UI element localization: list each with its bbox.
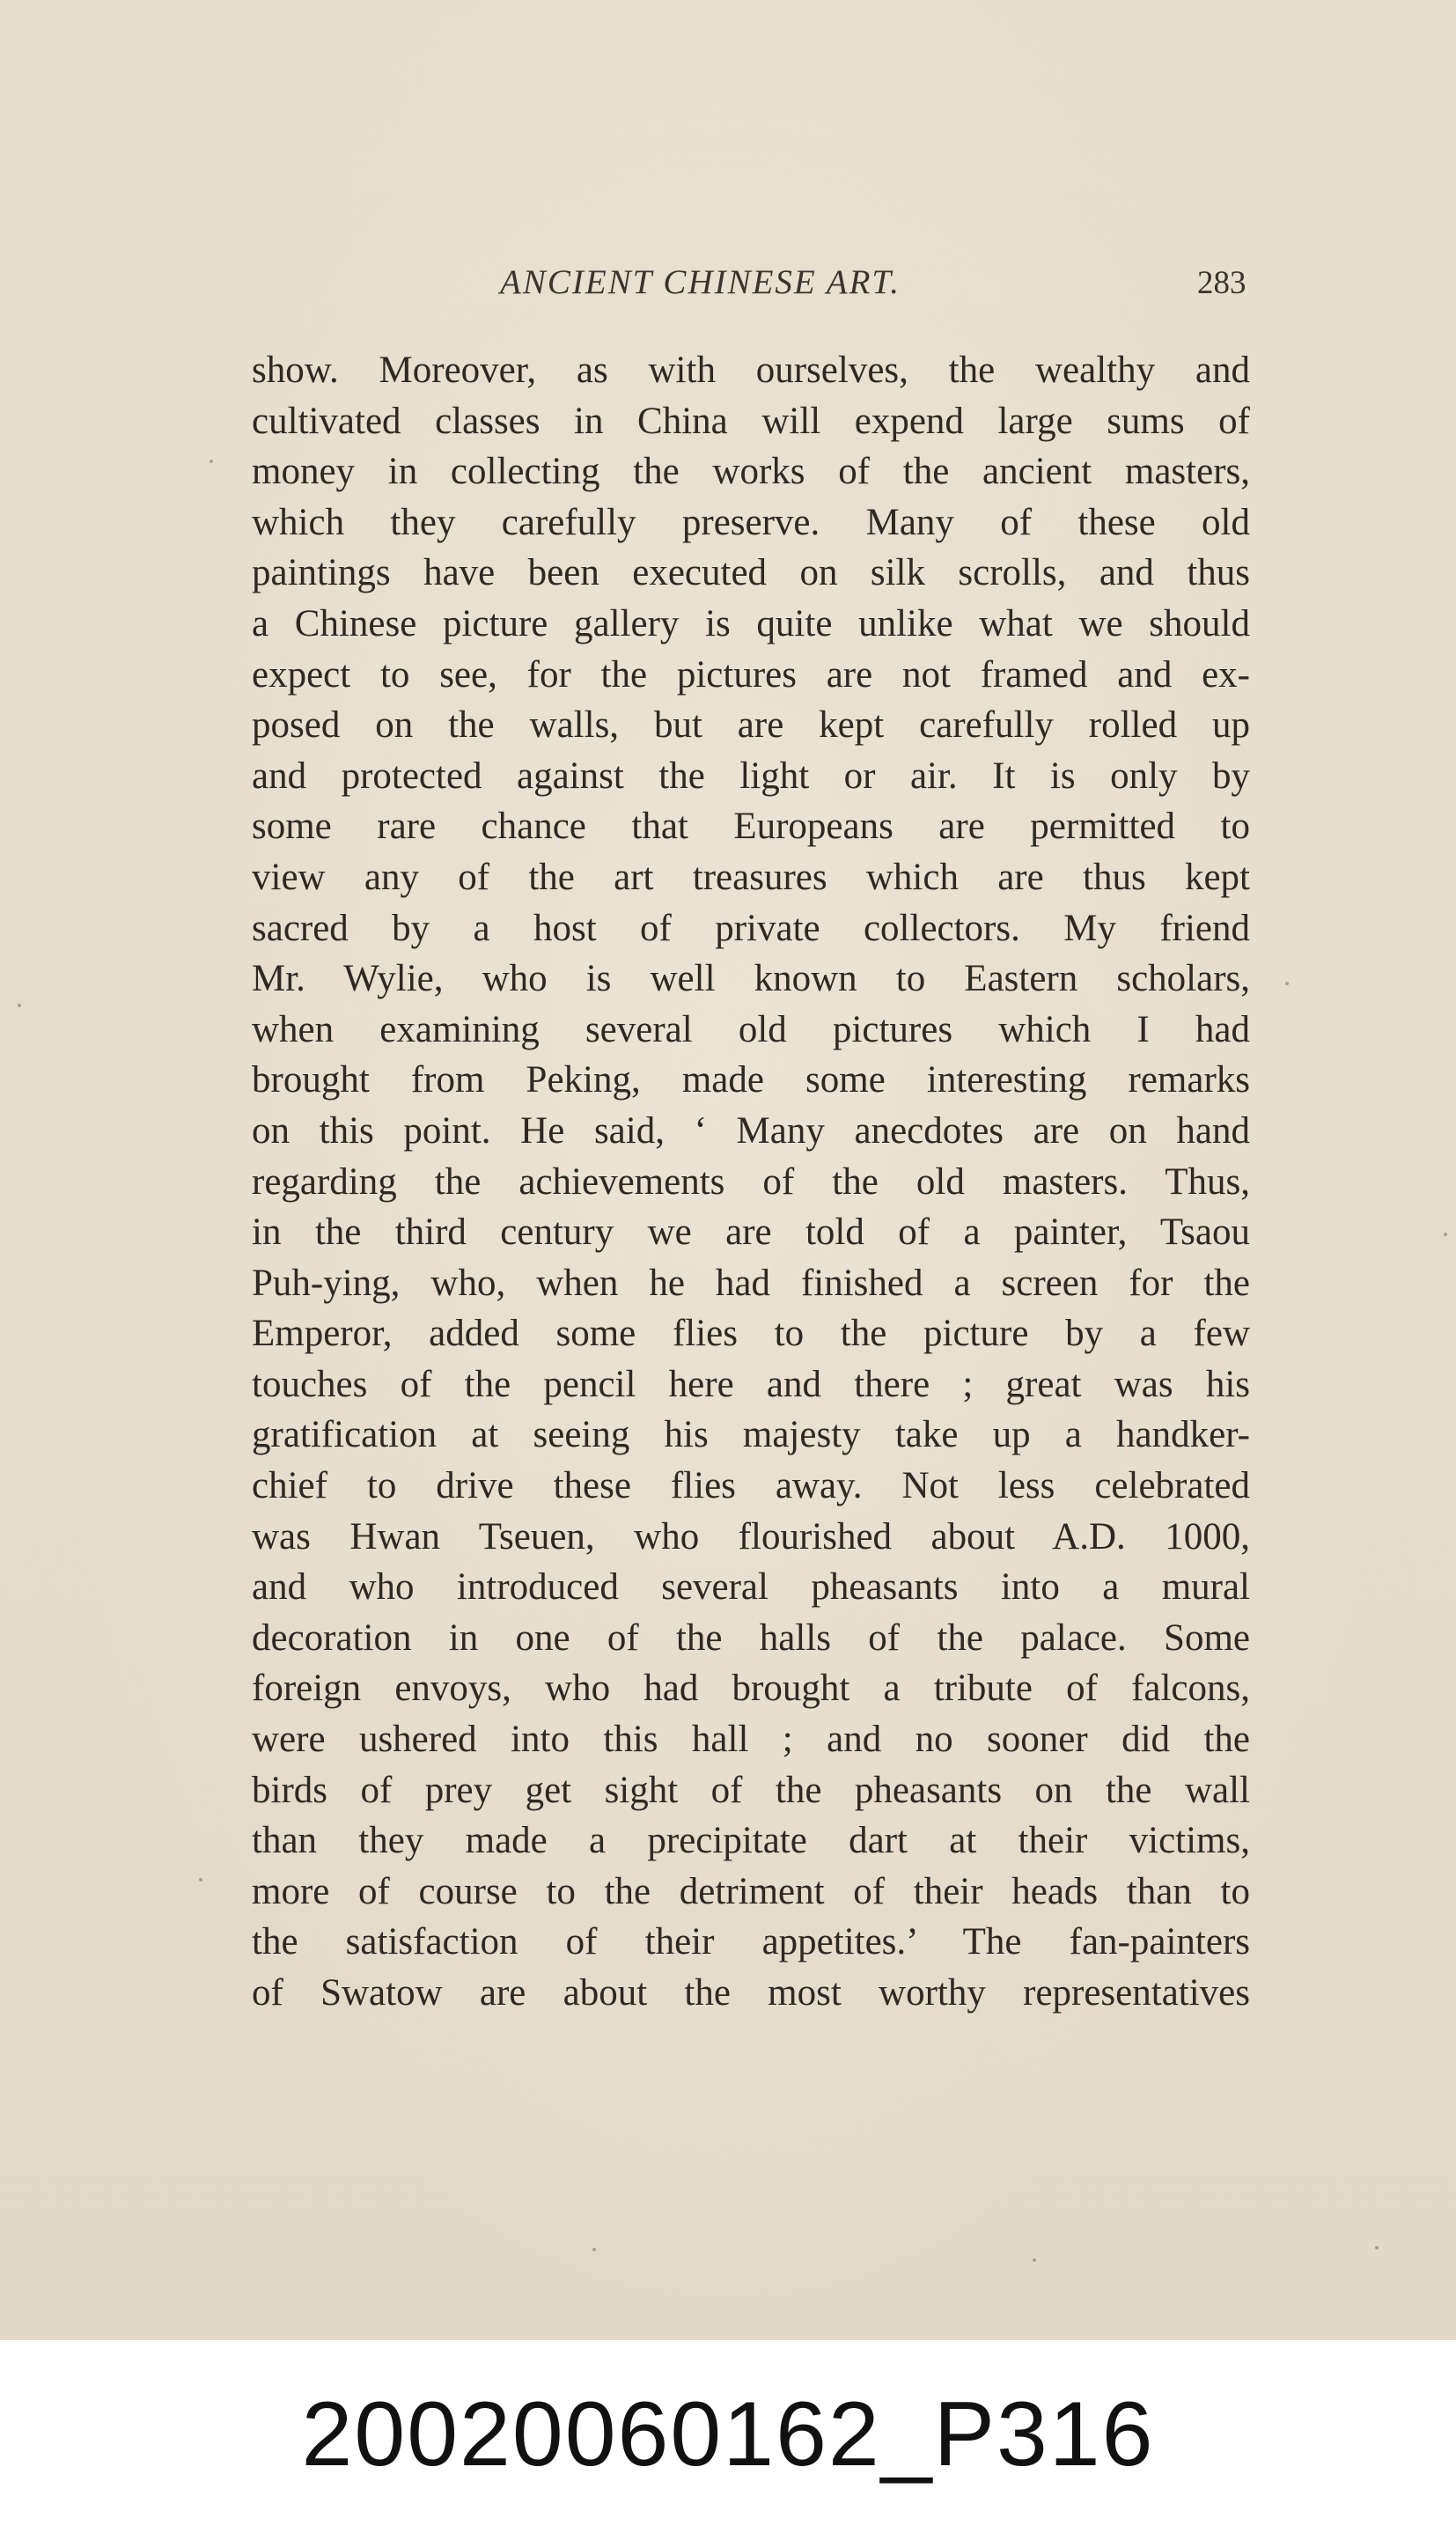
- paper-speck: [1375, 2246, 1379, 2250]
- text-line: brought from Peking, made some interesting remarks: [252, 1059, 1250, 1101]
- text-line: in the third century we are told of a painter, Tsaou: [252, 1211, 1250, 1254]
- text-line: show. Moreover, as with ourselves, the wealthy and: [252, 350, 1250, 391]
- text-line: was Hwan Tseuen, who flourished about A.D. 1000,: [252, 1515, 1250, 1558]
- text-line: expect to see, for the pictures are not framed and ex-: [252, 653, 1250, 696]
- body-text: [252, 345, 1250, 2019]
- text-line: and protected against the light or air. It is only by: [252, 755, 1250, 797]
- paper-speck: [1444, 1233, 1447, 1236]
- caption-area: [0, 2340, 1456, 2548]
- text-line: foreign envoys, who had brought a tribute of falcons,: [252, 1668, 1250, 1710]
- paper-speck: [210, 460, 213, 463]
- text-line: sacred by a host of private collectors. My friend: [252, 907, 1250, 949]
- page-number: 283: [1197, 265, 1246, 301]
- text-line: when examining several old pictures which I had: [252, 1008, 1250, 1050]
- text-line: paintings have been executed on silk scrolls, and thus: [252, 552, 1250, 594]
- text-line: and who introduced several pheasants into a mural: [252, 1566, 1250, 1609]
- text-line: of Swatow are about the most worthy representatives: [252, 1972, 1250, 2014]
- paper-speck: [1285, 982, 1289, 985]
- text-line: Emperor, added some flies to the picture by a few: [252, 1313, 1250, 1355]
- image-identifier-caption: 20020060162_P316: [301, 2383, 1155, 2485]
- paper-speck: [199, 1878, 202, 1882]
- text-line: which they carefully preserve. Many of these old: [252, 501, 1250, 543]
- text-line: more of course to the detriment of their heads than to: [252, 1870, 1250, 1912]
- text-line: money in collecting the works of the ancient masters,: [252, 451, 1250, 493]
- text-line: Puh-ying, who, when he had finished a screen for the: [252, 1262, 1250, 1304]
- text-line: some rare chance that Europeans are permitted to: [252, 806, 1250, 848]
- running-title: ANCIENT CHINESE ART.: [500, 263, 901, 301]
- text-line: the satisfaction of their appetites.’ The fan-painters: [252, 1921, 1250, 1963]
- running-head: [0, 262, 1456, 306]
- text-line: birds of prey get sight of the pheasants on the wall: [252, 1769, 1250, 1811]
- text-line: view any of the art treasures which are thus kept: [252, 856, 1250, 898]
- text-line: regarding the achievements of the old masters. Thus,: [252, 1160, 1250, 1203]
- paper-speck: [1033, 2258, 1036, 2262]
- text-line: were ushered into this hall ; and no sooner did the: [252, 1719, 1250, 1761]
- text-line: than they made a precipitate dart at their victims,: [252, 1820, 1250, 1862]
- text-line: cultivated classes in China will expend large sums of: [252, 400, 1250, 442]
- text-line: posed on the walls, but are kept carefully rolled up: [252, 704, 1250, 747]
- text-line: gratification at seeing his majesty take up a handker-: [252, 1414, 1250, 1456]
- paper-speck: [18, 1004, 21, 1007]
- text-line: Mr. Wylie, who is well known to Eastern scholars,: [252, 958, 1250, 1000]
- text-line: on this point. He said, ‘ Many anecdotes are on hand: [252, 1109, 1250, 1152]
- text-line: a Chinese picture gallery is quite unlike what we should: [252, 602, 1250, 644]
- paper-speck: [592, 2248, 596, 2251]
- text-line: touches of the pencil here and there ; great was his: [252, 1363, 1250, 1405]
- text-line: decoration in one of the halls of the palace. Some: [252, 1616, 1250, 1659]
- text-line: chief to drive these flies away. Not less celebrated: [252, 1465, 1250, 1507]
